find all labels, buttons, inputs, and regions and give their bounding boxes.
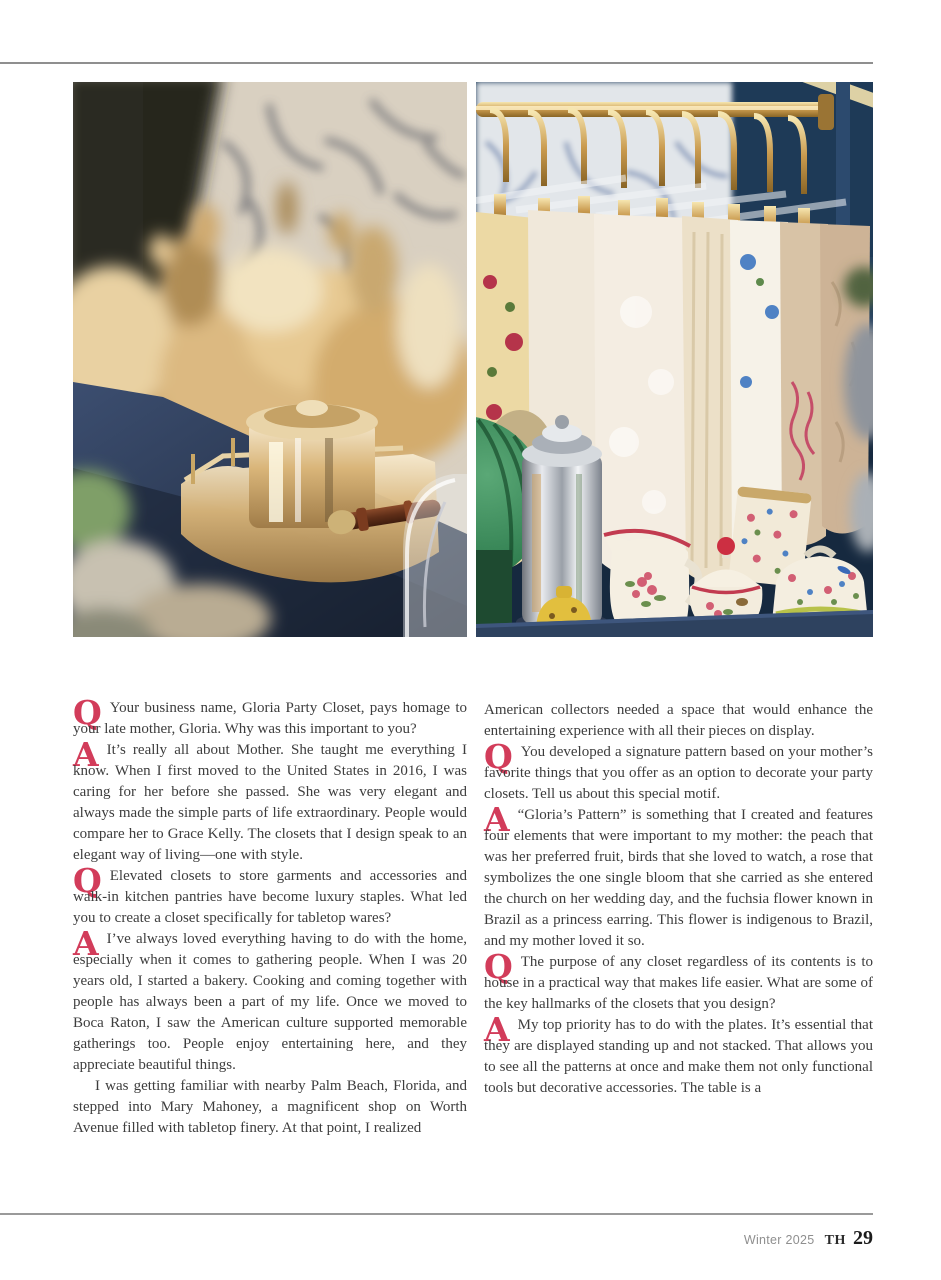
linen-closet-photo-art [476, 82, 873, 637]
page-footer [0, 1227, 873, 1250]
answer-2-text-1: I’ve always loved everything having to do with the home, especially when it comes to gathering people. When I was 20 years old, I started a bakery. Cooking and coming together with people has always been a part of my life. Once we moved to Boca Raton, I saw the American culture supported memorable gatherings too. People enjoy entertaining here, and they appreciate beautiful things. [73, 931, 467, 1073]
answer-dropcap: A [484, 1010, 510, 1049]
answer-3 [484, 800, 873, 952]
answer-dropcap: A [73, 735, 99, 774]
question-1 [73, 693, 467, 740]
answer-4 [484, 1010, 873, 1099]
linen-closet-photo [476, 82, 873, 637]
text-column-right [484, 700, 873, 1099]
question-dropcap: Q [73, 861, 102, 900]
answer-1-text: It’s really all about Mother. She taught me everything I know. When I first moved to the United States in 2016, I was caring for her before she passed. She was very elegant and always made the simple parts of life extraordinary. People would compare her to Grace Kelly. The closets that I design speak to an elegant way of living—one with style. [73, 742, 467, 863]
question-1-text: Your business name, Gloria Party Closet, pays homage to your late mother, Gloria. Why was this important to you? [73, 700, 467, 737]
question-2-text: Elevated closets to store garments and accessories and walk-in kitchen pantries have become luxury staples. What led you to create a closet specifically for tabletop wares? [73, 868, 467, 926]
question-2 [73, 861, 467, 929]
question-3-text: You developed a signature pattern based on your mother’s favorite things that you offer as an option to decorate your party closets. Tell us about this special motif. [484, 744, 873, 802]
question-dropcap: Q [484, 737, 513, 776]
answer-dropcap: A [73, 924, 99, 963]
question-dropcap: Q [73, 693, 102, 732]
answer-2-continuation: American collectors needed a space that would enhance the entertaining experience with all their pieces on display. [484, 702, 873, 739]
footer-brand-logo: TH [824, 1233, 846, 1248]
question-dropcap: Q [484, 947, 513, 986]
question-4 [484, 947, 873, 1015]
text-column-left [73, 693, 467, 1139]
footer-page-number: 29 [853, 1227, 873, 1249]
silver-collection-photo [73, 82, 467, 637]
question-3 [484, 737, 873, 805]
answer-4-text: My top priority has to do with the plates. It’s essential that they are displayed standing up and not stacked. That allows you to see all the patterns at once and make them not only functional tools but decorative accessories. The table is a [484, 1017, 873, 1096]
answer-1 [73, 735, 467, 866]
question-4-text: The purpose of any closet regardless of its contents is to house in a practical way that makes life easier. What are some of the key hallmarks of the closets that you design? [484, 954, 873, 1012]
footer-rule [0, 1213, 873, 1215]
answer-2-paragraph-2: I was getting familiar with nearby Palm Beach, Florida, and stepped into Mary Mahoney, a magnificent shop on Worth Avenue filled with tabletop finery. At that point, I realized [73, 1078, 467, 1136]
answer-2-paragraph-1 [73, 924, 467, 1076]
footer-season: Winter 2025 [743, 1233, 815, 1247]
answer-3-text: “Gloria’s Pattern” is something that I created and features four elements that were important to my mother: the peach that was her preferred fruit, birds that she loved to watch, a rose that symbolizes the one single bloom that she carried as she entered the church on her wedding day, and the fuchsia flower known in Brazil as a princess earring. This flower is indigenous to Brazil, and my mother loved it so. [484, 807, 873, 949]
silver-collection-photo-art [73, 82, 467, 637]
answer-dropcap: A [484, 800, 510, 839]
top-rule [0, 62, 873, 64]
